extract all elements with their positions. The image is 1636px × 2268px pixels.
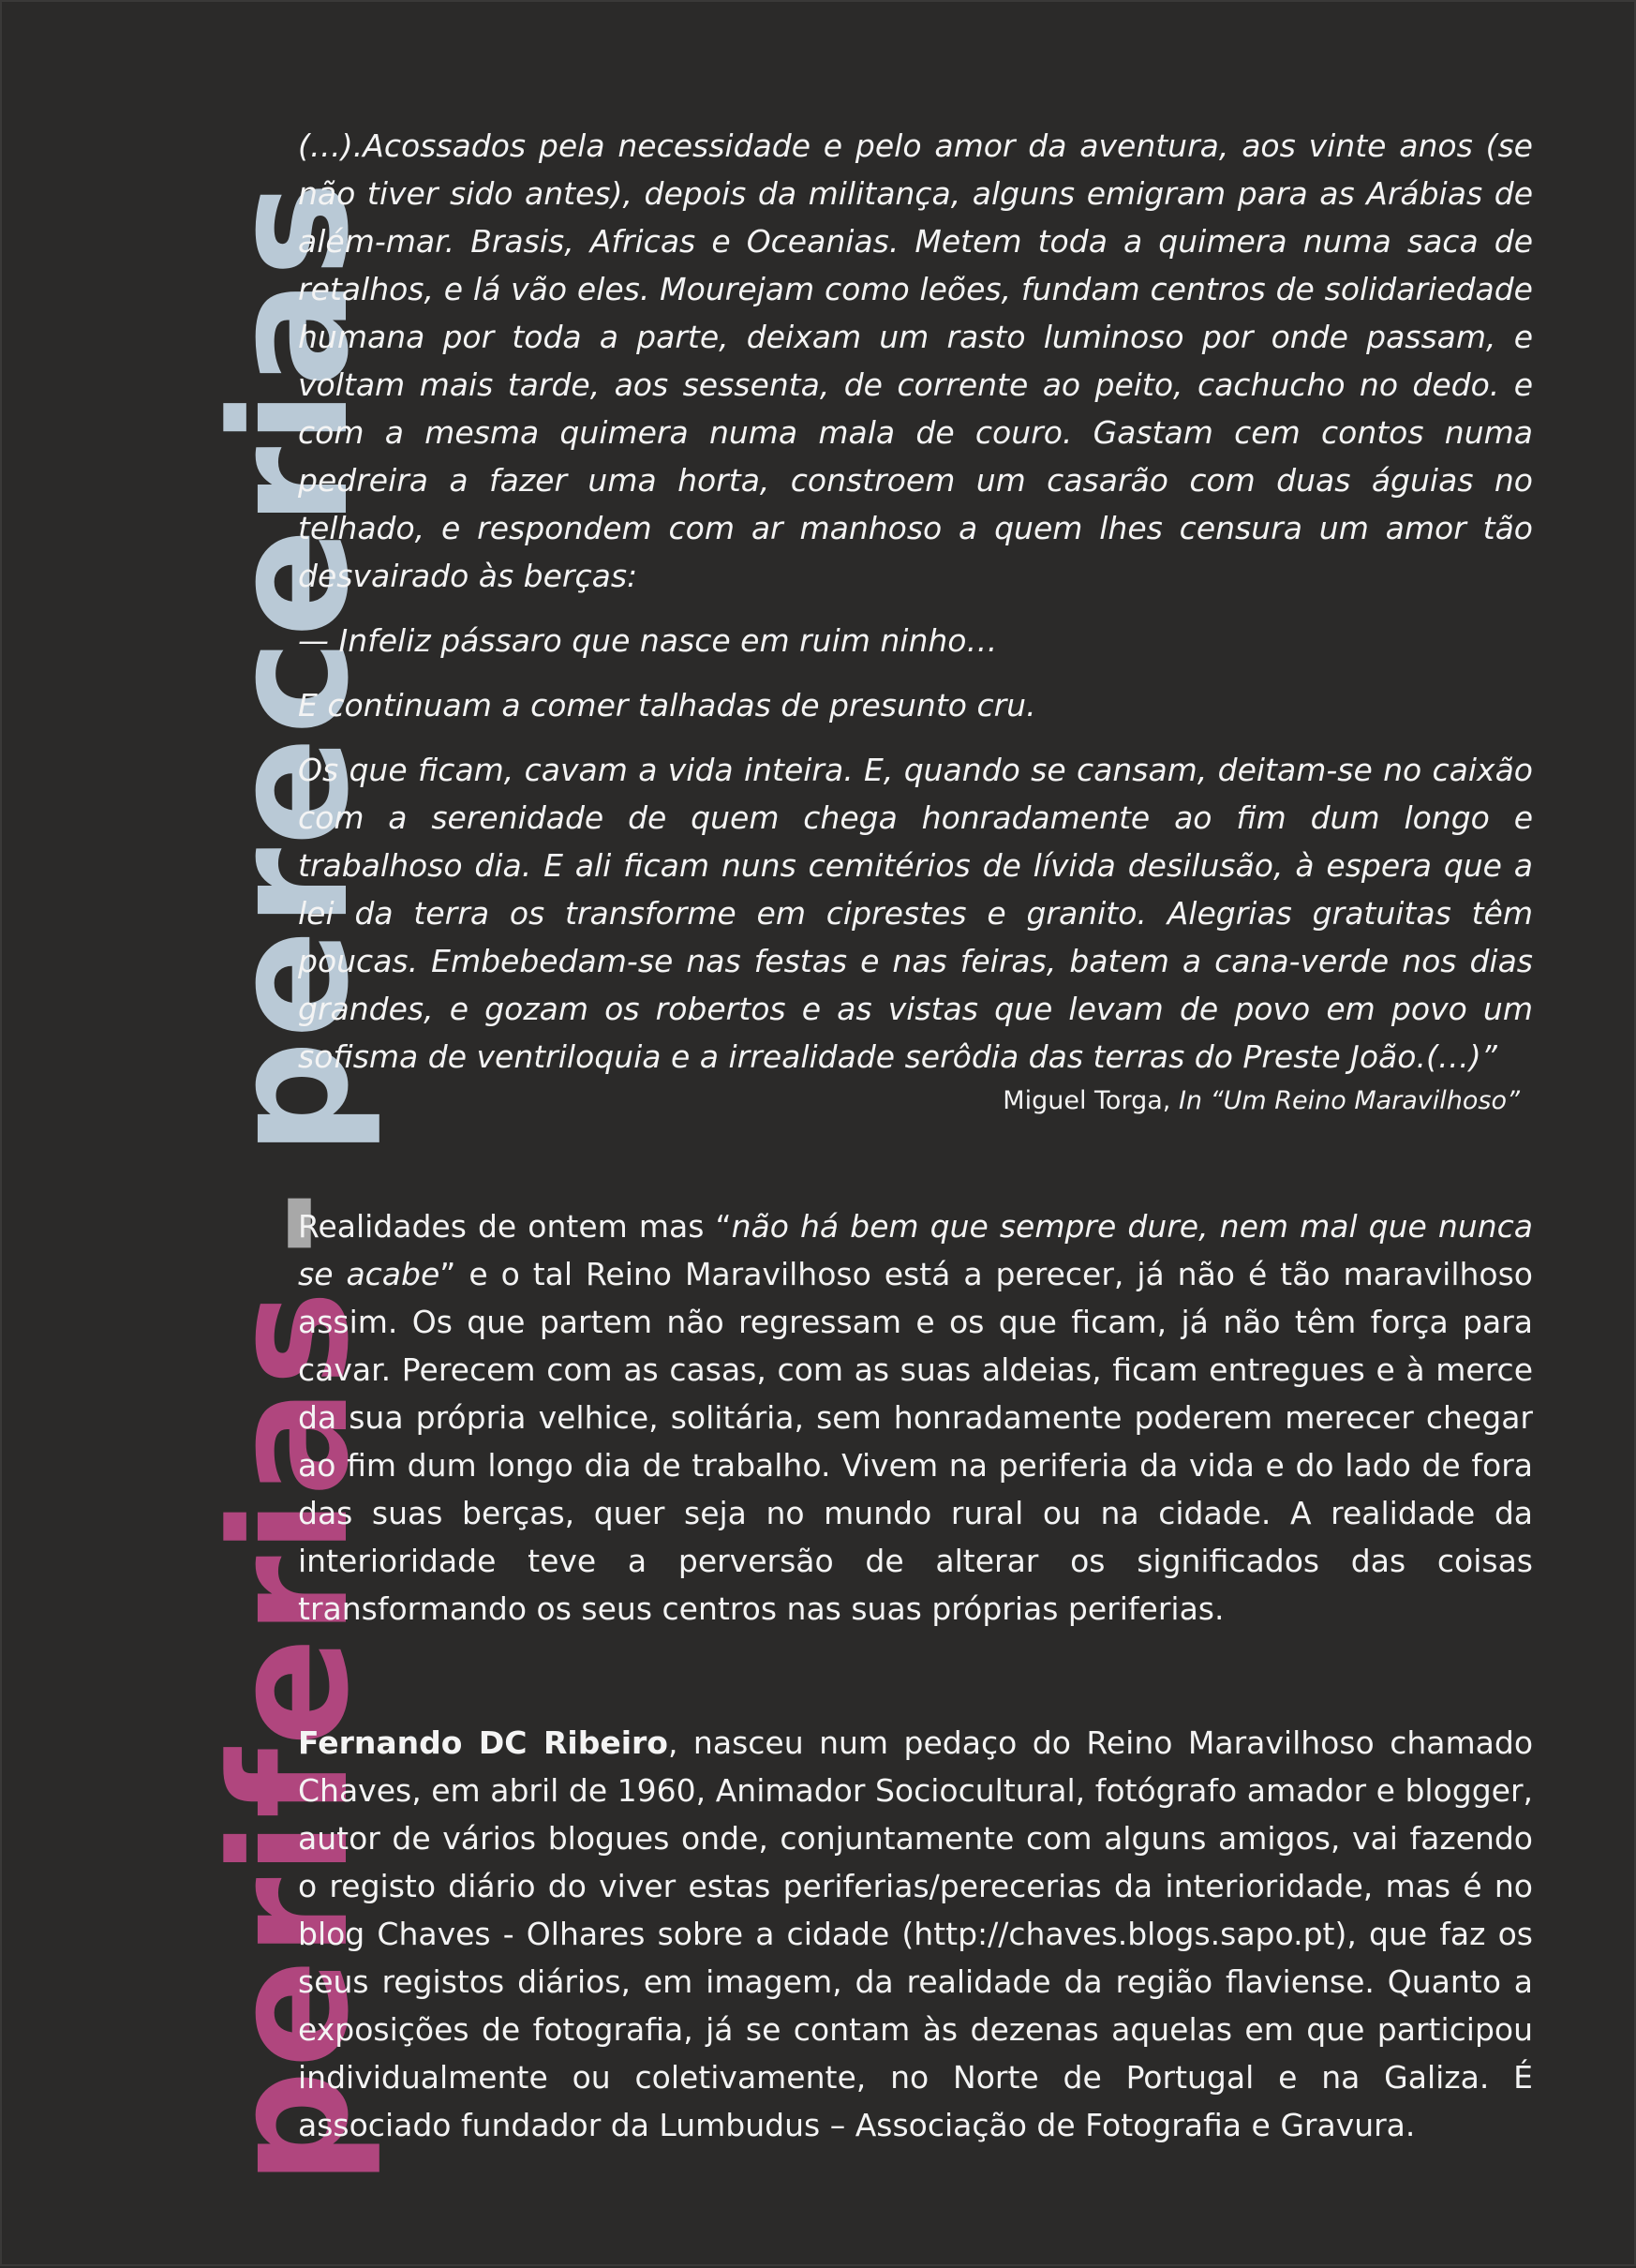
quote-attribution (298, 1082, 1520, 1120)
quote-line-2: — Infeliz pássaro que nasce em ruim ninho… (298, 622, 998, 659)
bio-name: Fernando DC Ribeiro (298, 1724, 668, 1761)
reflection-paragraph (298, 1202, 1533, 1633)
attribution-work: In “Um Reino Maravilhoso” (1178, 1086, 1520, 1115)
vertical-title (2, 2, 384, 2268)
reflection-rest: ” e o tal Reino Maravilhoso está a perecer, já não é tão maravilhoso assim. Os que partem não regressam e os que ficam, já não têm força para cavar. Perecem com as casas, com as suas aldeias, ficam entregues e à merce da sua própria velhice, solitária, sem honradamente poderem merecer chegar ao fim dum longo dia de trabalho. Vivem na periferia da vida e do lado de fora das suas berças, quer seja no mundo rural ou na cidade. A realidade da interioridade teve a perversão de alterar os significados das coisas transformando os seus centros nas suas próprias periferias. (298, 1256, 1533, 1627)
quote-line-3: E continuam a comer talhadas de presunto cru. (298, 687, 1036, 724)
quote-paragraph-1: (…).Acossados pela necessidade e pelo amor da aventura, aos vinte anos (se não tiver sido antes), depois da militança, alguns emigram para as Arábias de além-mar. Brasis, Africas e Oceanias. Metem toda a quimera numa saca de retalhos, e lá vão eles. Mourejam como leões, fundam centros de solidariedade humana por toda a parte, deixam um rasto luminoso por onde passam, e voltam mais tarde, aos sessenta, de corrente ao peito, cachucho no dedo. e com a mesma quimera numa mala de couro. Gastam cem contos numa pedreira a fazer uma horta, constroem um casarão com duas águias no telhado, e respondem com ar manhoso a quem lhes censura um amor tão desvairado às berças: (298, 127, 1533, 594)
author-bio (298, 1719, 1533, 2149)
title-separator: - (196, 1187, 384, 1257)
text-column (298, 122, 1533, 2149)
reflection-italic-quote: não há bem que sempre dure, nem mal que nunca se acabe (298, 1208, 1534, 1292)
bio-text: , nasceu num pedaço do Reino Maravilhoso chamado Chaves, em abril de 1960, Animador Sociocultural, fotógrafo amador e blogger, autor de vários blogues onde, conjuntamente com alguns amigos, vai fazendo o registo diário do viver estas periferias/perecerias da interioridade, mas é no blog Chaves - Olhares sobre a cidade (http://chaves.blogs.sapo.pt), que faz os seus registos diários, em imagem, da realidade da região flaviense. Quanto a exposições de fotografia, já se contam às dezenas aquelas em que participou individualmente ou coletivamente, no Norte de Portugal e na Galiza. É associado fundador da Lumbudus – Associação de Fotografia e Gravura. (298, 1724, 1534, 2143)
attribution-author: Miguel Torga, (1003, 1086, 1179, 1115)
quote-paragraph-4: Os que ficam, cavam a vida inteira. E, quando se cansam, deitam-se no caixão com a serenidade de quem chega honradamente ao fim dum longo e trabalhoso dia. E ali ficam nuns cemitérios de lívida desilusão, à espera que a lei da terra os transforme em ciprestes e granito. Alegrias gratuitas têm poucas. Embebedam-se nas festas e nas feiras, batem a cana-verde nos dias grandes, e gozam os robertos e as vistas que levam de povo em povo um sofisma de ventriloquia e a irrealidade serôdia das terras do Preste João.(…)” (298, 752, 1533, 1075)
torga-quote (298, 122, 1533, 1081)
reflection-lead: Realidades de ontem mas “ (298, 1208, 732, 1245)
title-perecerias: perecerias (196, 179, 384, 1156)
title-periferias: periferias (196, 1288, 384, 2186)
